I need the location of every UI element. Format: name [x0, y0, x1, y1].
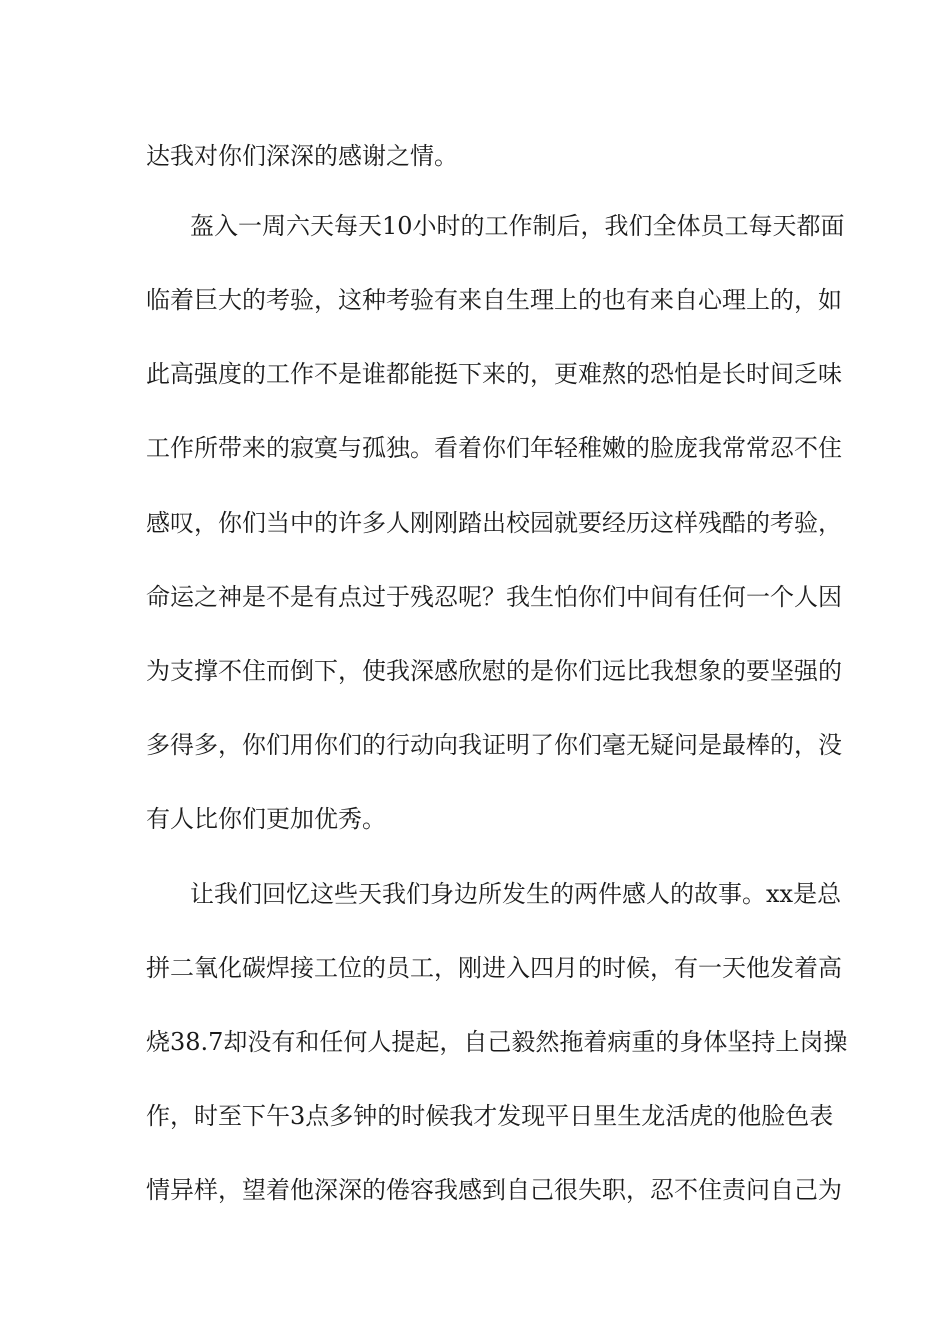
paragraph-line	[0, 428, 950, 468]
paragraph-line	[0, 354, 950, 394]
paragraph-first-line	[0, 206, 950, 246]
line-text: 多得多，你们用你们的行动向我证明了你们毫无疑问是最棒的，没	[146, 731, 842, 759]
line-text: 盔入一周六天每天10小时的工作制后，我们全体员工每天都面	[190, 212, 845, 240]
line-text: 达我对你们深深的感谢之情。	[146, 142, 458, 170]
paragraph-line	[0, 503, 950, 543]
line-text: 感叹，你们当中的许多人刚刚踏出校园就要经历这样残酷的考验，	[146, 509, 842, 537]
paragraph-line	[0, 280, 950, 320]
line-text: 工作所带来的寂寞与孤独。看着你们年轻稚嫩的脸庞我常常忍不住	[146, 434, 842, 462]
line-text: 临着巨大的考验，这种考验有来自生理上的也有来自心理上的，如	[146, 286, 842, 314]
line-text: 为支撑不住而倒下，使我深感欣慰的是你们远比我想象的要坚强的	[146, 657, 842, 685]
line-text: 有人比你们更加优秀。	[146, 805, 386, 833]
line-text: 情异样，望着他深深的倦容我感到自己很失职，忍不住责问自己为	[146, 1176, 842, 1204]
line-text: 此高强度的工作不是谁都能挺下来的，更难熬的恐怕是长时间乏味	[146, 360, 842, 388]
line-text: 作，时至下午3点多钟的时候我才发现平日里生龙活虎的他脸色表	[146, 1102, 834, 1130]
line-text: 烧38.7却没有和任何人提起，自己毅然拖着病重的身体坚持上岗操	[146, 1028, 848, 1056]
line-text: 命运之神是不是有点过于残忍呢？我生怕你们中间有任何一个人因	[146, 583, 842, 611]
paragraph-line	[0, 1170, 950, 1210]
paragraph-line	[0, 651, 950, 691]
paragraph-line	[0, 577, 950, 617]
paragraph-line	[0, 948, 950, 988]
paragraph-first-line	[0, 874, 950, 914]
paragraph-line	[0, 1022, 950, 1062]
paragraph-line	[0, 136, 950, 176]
paragraph-line	[0, 1096, 950, 1136]
paragraph-line	[0, 799, 950, 839]
paragraph-line	[0, 725, 950, 765]
line-text: 拼二氧化碳焊接工位的员工，刚进入四月的时候，有一天他发着高	[146, 954, 842, 982]
line-text: 让我们回忆这些天我们身边所发生的两件感人的故事。xx是总	[190, 880, 842, 908]
